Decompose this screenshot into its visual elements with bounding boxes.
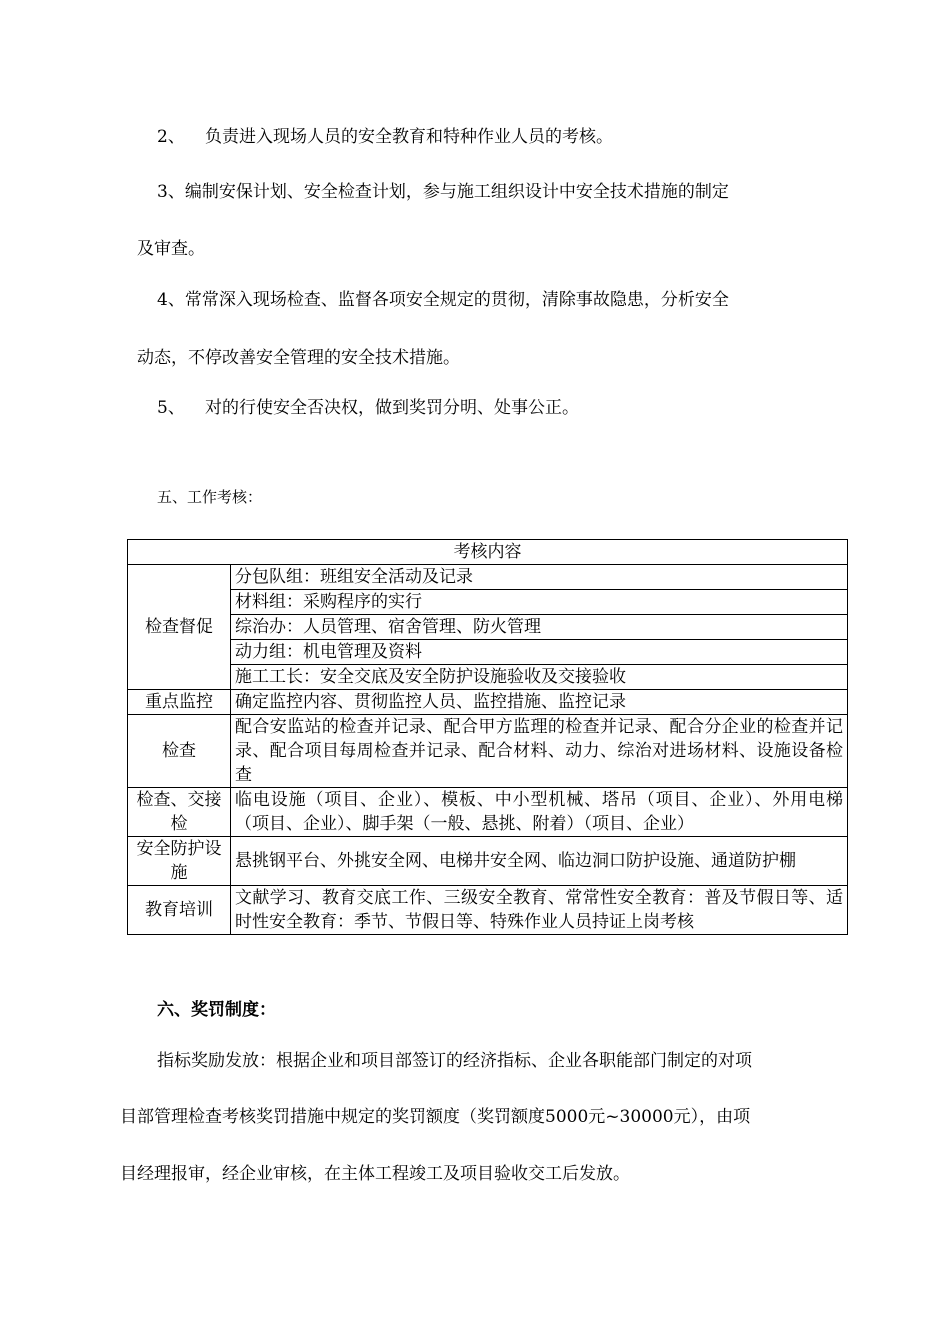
content-cell: 确定监控内容、贯彻监控人员、监控措施、监控记录 [231,690,848,715]
table-row [128,886,848,935]
table-row [128,837,848,886]
item-5-text: 对的行使安全否决权，做到奖罚分明、处事公正。 [205,398,579,418]
item-5 [157,396,579,420]
table-row [128,615,848,640]
category-cell: 检查 [128,715,231,788]
content-cell: 分包队组：班组安全活动及记录 [231,565,848,590]
category-cell: 检查督促 [128,565,231,690]
content-cell: 综治办：人员管理、宿舍管理、防火管理 [231,615,848,640]
para6-line1: 指标奖励发放：根据企业和项目部签订的经济指标、企业各职能部门制定的对项 [157,1051,752,1071]
content-cell: 悬挑钢平台、外挑安全网、电梯井安全网、临边洞口防护设施、通道防护棚 [231,837,848,886]
table-header-row [128,540,848,565]
para6-line3: 目经理报审，经企业审核，在主体工程竣工及项目验收交工后发放。 [120,1164,630,1184]
content-cell: 临电设施（项目、企业）、模板、中小型机械、塔吊（项目、企业）、外用电梯（项目、企业）、脚手架（一般、悬挑、附着）（项目、企业） [231,788,848,837]
item-4-line2: 动态，不停改善安全管理的安全技术措施。 [137,348,460,368]
item-4-line1: 4、常常深入现场检查、监督各项安全规定的贯彻，清除事故隐患，分析安全 [157,290,729,310]
table-row [128,788,848,837]
section-6-title: 六、奖罚制度： [157,1000,276,1020]
content-cell: 文献学习、教育交底工作、三级安全教育、常常性安全教育：普及节假日等、适时性安全教育：季节、节假日等、特殊作业人员持证上岗考核 [231,886,848,935]
table-row [128,590,848,615]
item-5-number: 5、 [157,398,185,418]
table-row [128,665,848,690]
category-cell: 教育培训 [128,886,231,935]
item-2-text: 负责进入现场人员的安全教育和特种作业人员的考核。 [205,127,613,147]
item-2-number: 2、 [157,127,185,147]
category-cell: 检查、交接检 [128,788,231,837]
table-row [128,690,848,715]
table-header: 考核内容 [128,540,848,565]
assessment-table [127,539,848,935]
section-5-title: 五、工作考核： [157,488,263,506]
category-cell: 安全防护设施 [128,837,231,886]
item-2 [157,125,613,149]
table-row [128,715,848,788]
content-cell: 动力组：机电管理及资料 [231,640,848,665]
category-cell: 重点监控 [128,690,231,715]
content-cell: 配合安监站的检查并记录、配合甲方监理的检查并记录、配合分企业的检查并记录、配合项目每周检查并记录、配合材料、动力、综治对进场材料、设施设备检查 [231,715,848,788]
item-3-line2: 及审查。 [137,239,205,259]
table-row [128,565,848,590]
table-row [128,640,848,665]
content-cell: 施工工长：安全交底及安全防护设施验收及交接验收 [231,665,848,690]
para6-line2: 目部管理检查考核奖罚措施中规定的奖罚额度（奖罚额度5000元~30000元），由项 [120,1107,751,1127]
content-cell: 材料组：采购程序的实行 [231,590,848,615]
item-3-line1: 3、编制安保计划、安全检查计划，参与施工组织设计中安全技术措施的制定 [157,182,729,202]
